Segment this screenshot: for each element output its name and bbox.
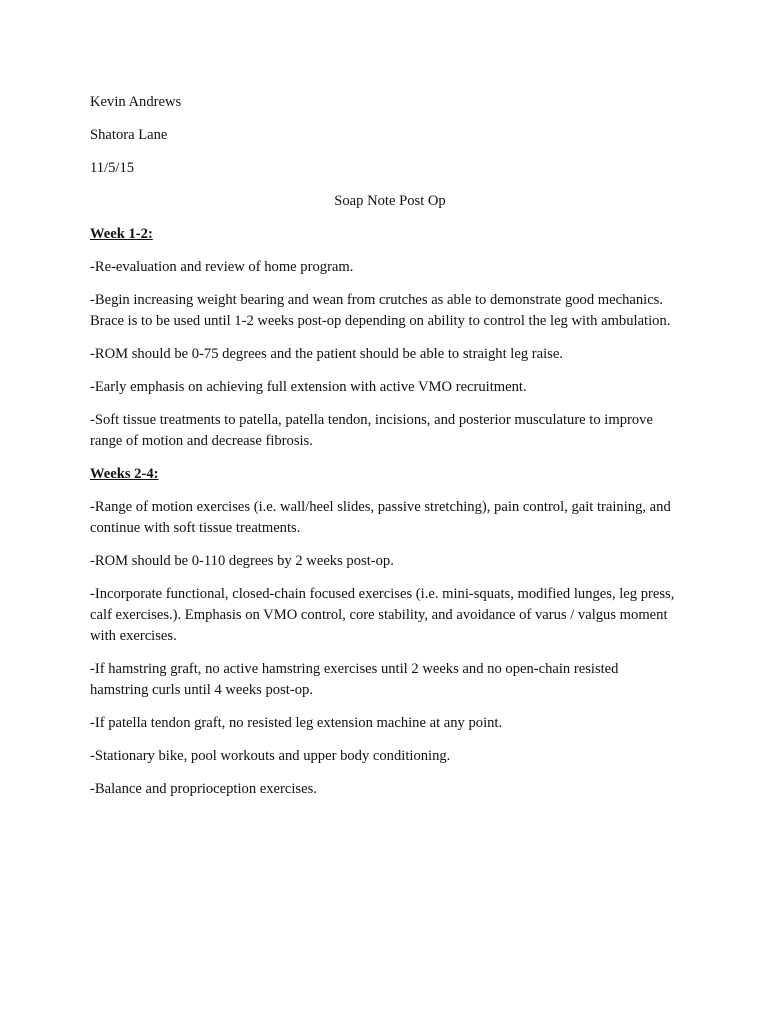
paragraph: -ROM should be 0-75 degrees and the patient should be able to straight leg raise.	[90, 346, 563, 362]
paragraph: -Begin increasing weight bearing and wean from crutches as able to demonstrate good mechanics. Brace is to be used until 1-2 weeks post-op depending on ability to control the leg with ambulation.	[90, 292, 671, 329]
document-body	[90, 92, 680, 812]
paragraph: -Soft tissue treatments to patella, patella tendon, incisions, and posterior musculature to improve range of motion and decrease fibrosis.	[90, 412, 653, 449]
paragraph: -Early emphasis on achieving full extension with active VMO recruitment.	[90, 379, 527, 395]
paragraph: -ROM should be 0-110 degrees by 2 weeks post-op.	[90, 553, 394, 569]
section-week-1-2	[90, 224, 680, 452]
document-title: Soap Note Post Op	[334, 193, 446, 209]
paragraph: -If hamstring graft, no active hamstring exercises until 2 weeks and no open-chain resisted hamstring curls until 4 weeks post-op.	[90, 661, 619, 698]
section-weeks-2-4	[90, 464, 680, 800]
paragraph: -Stationary bike, pool workouts and upper body conditioning.	[90, 748, 451, 764]
recipient-name: Shatora Lane	[90, 127, 168, 143]
paragraph: -Incorporate functional, closed-chain focused exercises (i.e. mini-squats, modified lunges, leg press, calf exercises.). Emphasis on VMO control, core stability, and avoidance of varus / valgus moment with exercises.	[90, 586, 675, 644]
author-name: Kevin Andrews	[90, 94, 182, 110]
paragraph: -Re-evaluation and review of home program.	[90, 259, 354, 275]
paragraph: -Range of motion exercises (i.e. wall/heel slides, passive stretching), pain control, gait training, and continue with soft tissue treatments.	[90, 499, 671, 536]
paragraph: -Balance and proprioception exercises.	[90, 781, 317, 797]
section-heading: Weeks 2-4:	[90, 466, 159, 482]
document-date: 11/5/15	[90, 160, 135, 176]
section-heading: Week 1-2:	[90, 226, 153, 242]
paragraph: -If patella tendon graft, no resisted leg extension machine at any point.	[90, 715, 503, 731]
